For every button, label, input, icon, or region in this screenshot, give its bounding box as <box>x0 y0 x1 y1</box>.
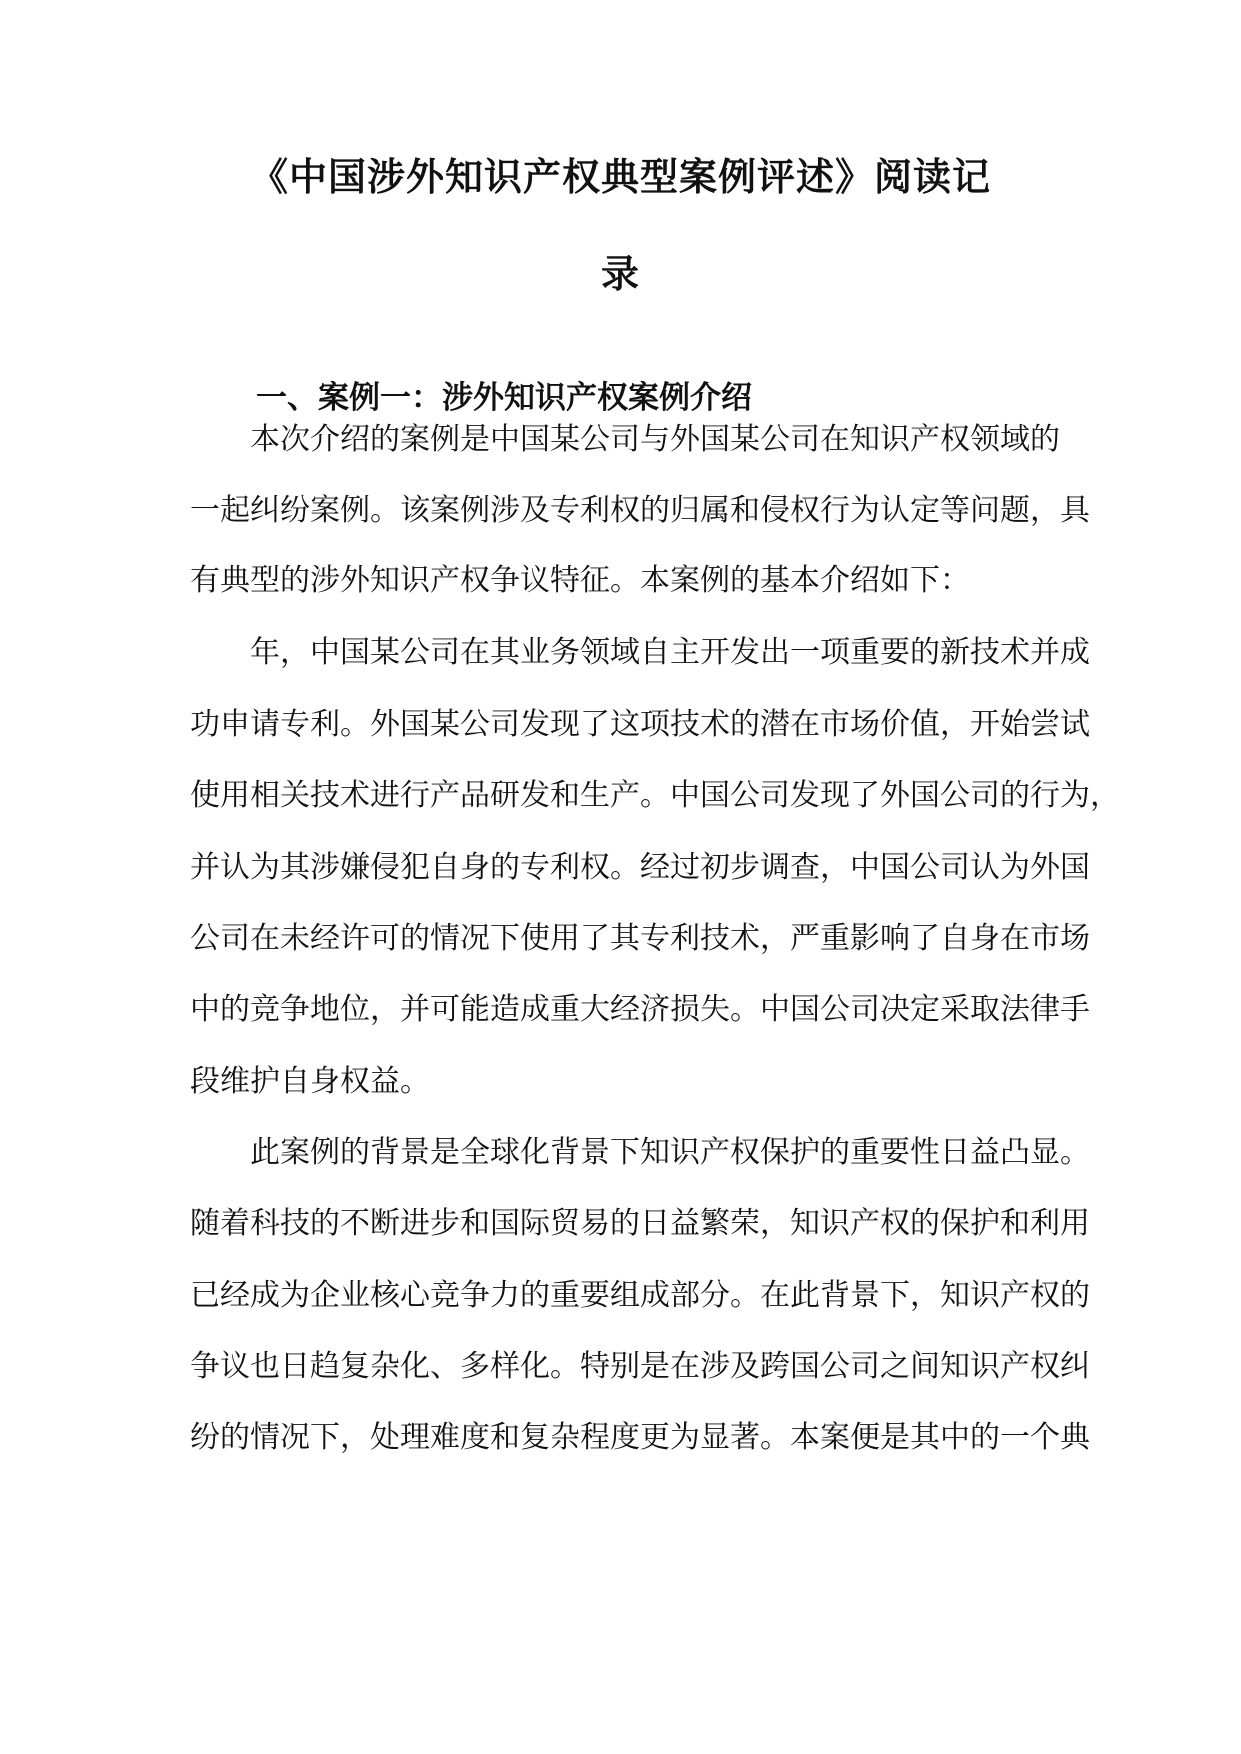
paragraph-line: 段维护自身权益。 <box>190 1064 430 1099</box>
paragraph-line: 功申请专利。外国某公司发现了这项技术的潜在市场价值，开始尝试 <box>190 707 1090 742</box>
paragraph-line: 本次介绍的案例是中国某公司与外国某公司在知识产权领域的 <box>250 422 1060 457</box>
document-title-line-2: 录 <box>600 251 640 296</box>
paragraph-line: 公司在未经许可的情况下使用了其专利技术，严重影响了自身在市场 <box>190 921 1090 956</box>
paragraph-line: 随着科技的不断进步和国际贸易的日益繁荣，知识产权的保护和利用 <box>190 1206 1090 1241</box>
paragraph-line: 已经成为企业核心竞争力的重要组成部分。在此背景下，知识产权的 <box>190 1278 1090 1313</box>
paragraph-line: 并认为其涉嫌侵犯自身的专利权。经过初步调查，中国公司认为外国 <box>190 850 1090 885</box>
paragraph-line: 纷的情况下，处理难度和复杂程度更为显著。本案便是其中的一个典 <box>190 1420 1090 1455</box>
paragraph-line: 一起纠纷案例。该案例涉及专利权的归属和侵权行为认定等问题，具 <box>190 493 1090 528</box>
paragraph-line: 使用相关技术进行产品研发和生产。中国公司发现了外国公司的行为， <box>190 778 1120 813</box>
section-heading: 一、案例一：涉外知识产权案例介绍 <box>256 380 752 416</box>
paragraph-line: 中的竞争地位，并可能造成重大经济损失。中国公司决定采取法律手 <box>190 992 1090 1027</box>
paragraph-line: 年，中国某公司在其业务领域自主开发出一项重要的新技术并成 <box>250 635 1090 670</box>
document-title-line-1: 《中国涉外知识产权典型案例评述》阅读记 <box>249 154 991 199</box>
paragraph-line: 争议也日趋复杂化、多样化。特别是在涉及跨国公司之间知识产权纠 <box>190 1349 1090 1384</box>
paragraph-line: 有典型的涉外知识产权争议特征。本案例的基本介绍如下： <box>190 563 970 598</box>
paragraph-line: 此案例的背景是全球化背景下知识产权保护的重要性日益凸显。 <box>250 1135 1090 1170</box>
